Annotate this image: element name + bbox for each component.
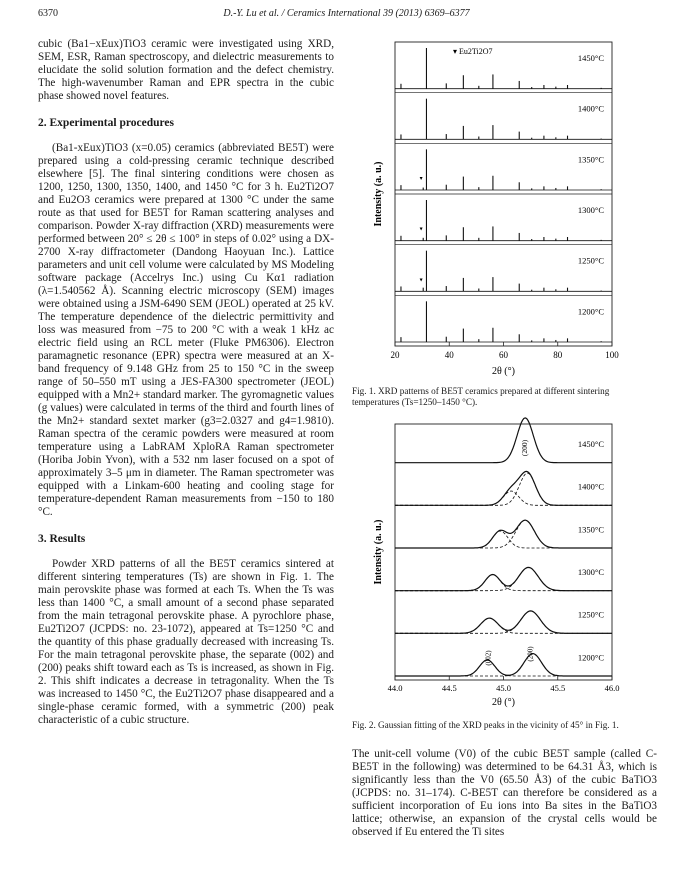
section-3-heading: 3. Results bbox=[38, 533, 86, 545]
right-paragraph: The unit-cell volume (V0) of the cubic BE5T sample (called C-BE5T in the following) was determined to be 64.31 Å3, which is significantly less than the V0 (65.50 Å3) of the cubic BaTiO3 (JCPDS: no. 31–174). C-BE5T can therefore be considered as a sufficient incorporation of Eu ions into Ba sites in the BaTiO3 lattice; otherwise, an expansion of the crystal cells would be observed if Eu entered the Ti sites bbox=[352, 748, 657, 838]
x-tick-label: 44.5 bbox=[441, 683, 457, 693]
right-column-text bbox=[352, 748, 657, 839]
gaussian-component bbox=[395, 491, 612, 505]
gaussian-component bbox=[395, 618, 612, 633]
x-tick-label: 45.5 bbox=[550, 683, 566, 693]
left-column bbox=[38, 38, 334, 727]
series-label: 1450°C bbox=[577, 53, 604, 63]
x-tick-label: 60 bbox=[499, 350, 508, 360]
x-tick-label: 20 bbox=[390, 350, 400, 360]
series-label: 1250°C bbox=[577, 609, 604, 620]
pyrochlore-marker: ▾ bbox=[419, 175, 423, 182]
section-2-paragraph: (Ba1-xEux)TiO3 (x=0.05) ceramics (abbreviated BE5T) were prepared using a cold-pressing ceramic technique described elsewhere [5]. The final sintering conditions were chosen as 1200, 1250, 1300, 1350, 1400, and 1450 °C for 3 h. Eu2Ti2O7 and Eu2O3 ceramics were prepared at 1300 °C under the same route as that used for BE5T for Raman scattering analyses and comparison. Powder X-ray diffraction (XRD) measurements were performed between 20° ≤ 2θ ≤ 100° in steps of 0.02° using a DX-2700 X-ray diffractometer (Dandong Haoyuan Inc.). Lattice parameters and unit cell volume were calculated by MS Modeling software package (Accelrys Inc.) using Cu Kα1 radiation (λ=1.540562 Å). Scanning electric microscopy (SEM) images were obtained using a JSM-6490 SEM (JEOL) operated at 25 kV. The temperature dependence of the dielectric permittivity and loss was measured from −75 to 200 °C with a weak 1 kHz ac electric field using an RCL meter (Fluke PM6306). Electron paramagnetic resonance (EPR) spectra were measured at an X-band frequency of 9.148 GHz from 25 to 150 °C in the sweep range of 50–550 mT using a JES-FA300 spectrometer (JEOL) equipped with a Mn2+ standard marker. The gyromagnetic values (g values) were calculated in terms of the third and fourth lines of the Mn2+ standard sextet marker (g3=2.0327 and g4=1.9810). Raman spectra of the ceramic powders were measured at room temperature using a LabRAM XploRA Raman spectrometer (Horiba Jobin Yvon), with a 532 nm laser focused on a spot of approximately 3–5 μm in diameter. The Raman spectrometer was equipped with a Linkam-600 heating and cooling stage for temperature-dependent Raman measurements from −150 to 180 °C. bbox=[38, 142, 334, 518]
x-axis-label: 2θ (°) bbox=[492, 366, 515, 377]
figure-2-caption: Fig. 2. Gaussian fitting of the XRD peaks in the vicinity of 45° in Fig. 1. bbox=[352, 720, 619, 730]
x-axis-label: 2θ (°) bbox=[492, 697, 515, 708]
series-label: 1400°C bbox=[577, 103, 604, 114]
y-axis-label: Intensity (a. u.) bbox=[373, 519, 384, 585]
x-tick-label: 100 bbox=[605, 350, 619, 360]
peak-annotation: (002) bbox=[484, 650, 493, 666]
peak-annotation: (200) bbox=[526, 646, 535, 662]
page-header bbox=[38, 8, 655, 22]
legend-entry: ▾ Eu2Ti2O7 bbox=[453, 47, 493, 56]
series-label: 1200°C bbox=[577, 652, 604, 663]
section-2-heading: 2. Experimental procedures bbox=[38, 117, 174, 129]
xrd-patterns-chart bbox=[350, 38, 650, 378]
section-3-paragraph: Powder XRD patterns of all the BE5T ceramics sintered at different sintering temperatures (Ts) are shown in Fig. 1. The main perovskite phase was formed at each Ts. When the Ts was less than 1400 °C, a small amount of a second phase separated from the main tetragonal perovskite phase. A pyrochlore phase, Eu2Ti2O7 (JCPDS: no. 23-1072), appeared at Ts=1250 °C and the quantity of this phase gradually decreased with increasing Ts. For the main tetragonal perovskite phase, the separate (002) and (200) peaks shift toward each as Ts is increased, as shown in Fig. 2. This shift indicates a decrease in tetragonality. When the Ts was increased to 1450 °C, the Eu2Ti2O7 phase disappeared and a single-phase ceramic formed, with a symmetric (200) peak characteristic of a cubic structure. bbox=[38, 558, 334, 726]
x-tick-label: 46.0 bbox=[604, 683, 620, 693]
series-label: 1350°C bbox=[577, 154, 604, 165]
x-tick-label: 40 bbox=[444, 350, 454, 360]
intro-paragraph-tail: cubic (Ba1−xEux)TiO3 ceramic were investigated using XRD, SEM, ESR, Raman spectroscopy, and dielectric measurements to elucidate the solid solution formation and the defect chemistry. The high-wavenumber Raman and EPR spectra in the cubic phase showed novel features. bbox=[38, 38, 334, 102]
x-tick-label: 45.0 bbox=[496, 683, 511, 693]
series-label: 1200°C bbox=[577, 306, 604, 317]
y-axis-label: Intensity (a. u.) bbox=[373, 161, 384, 227]
x-tick-label: 44.0 bbox=[387, 683, 403, 693]
series-label: 1400°C bbox=[577, 481, 604, 492]
series-label: 1300°C bbox=[577, 205, 604, 215]
series-label: 1300°C bbox=[577, 567, 604, 577]
running-head: D.-Y. Lu et al. / Ceramics International 39 (2013) 6369–6377 bbox=[223, 8, 470, 19]
figure-1-caption: Fig. 1. XRD patterns of BE5T ceramics prepared at different sintering temperatures (Ts=1250–1450 °C). bbox=[352, 386, 610, 407]
x-tick-label: 80 bbox=[553, 350, 563, 360]
pyrochlore-marker: ▾ bbox=[419, 276, 423, 284]
gaussian-fit-chart bbox=[350, 420, 650, 710]
figure-2 bbox=[350, 420, 650, 710]
series-label: 1350°C bbox=[577, 524, 604, 535]
pyrochlore-marker: ▾ bbox=[419, 225, 423, 233]
figure-1 bbox=[350, 38, 650, 378]
series-label: 1450°C bbox=[577, 439, 604, 449]
peak-annotation: (200) bbox=[520, 439, 530, 457]
page-number: 6370 bbox=[38, 8, 58, 19]
series-label: 1250°C bbox=[577, 255, 604, 266]
